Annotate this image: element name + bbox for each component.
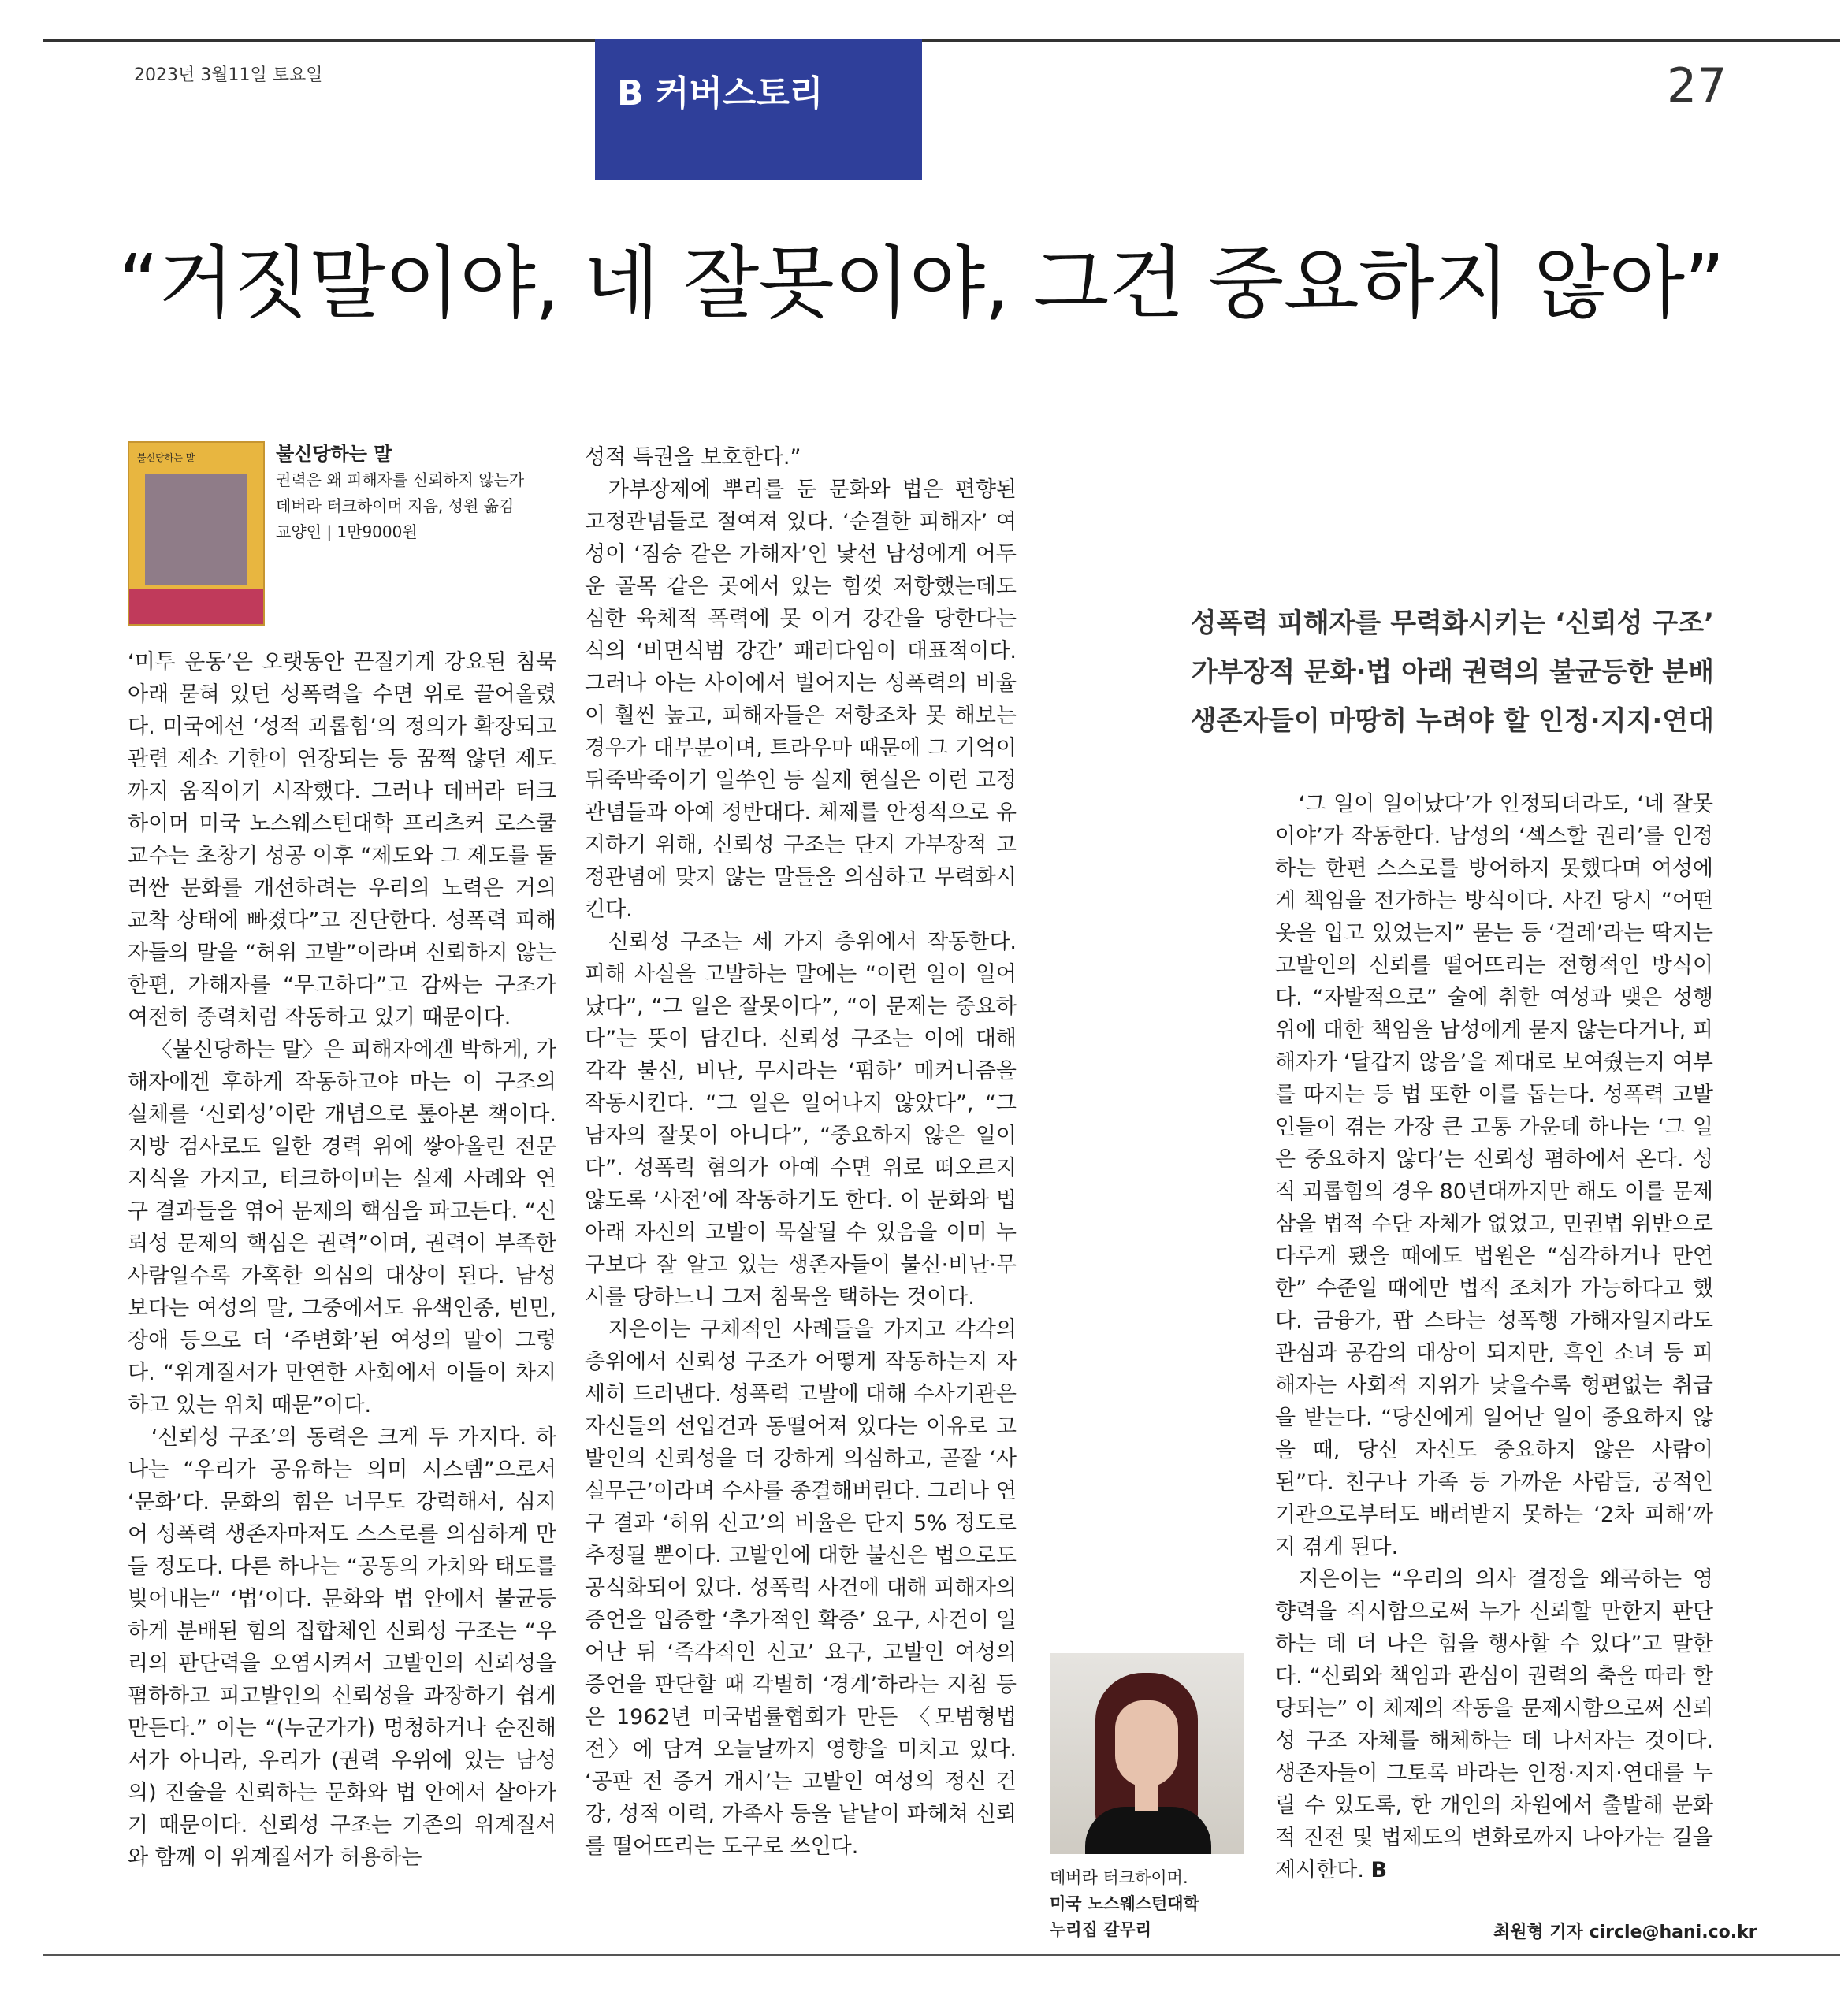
book-cover-art (145, 474, 247, 585)
bottom-rule (43, 1954, 1840, 1956)
issue-date: 2023년 3월11일 토요일 (134, 65, 323, 85)
paragraph (1275, 1563, 1713, 1886)
subhead-line: 가부장적 문화·법 아래 권력의 불균등한 분배 (1191, 656, 1714, 688)
section-tab (595, 39, 922, 180)
subhead-line: 성폭력 피해자를 무력화시키는 ‘신뢰성 구조’ (1190, 608, 1714, 639)
paragraph: ‘미투 운동’은 오랫동안 끈질기게 강요된 침묵 아래 묻혀 있던 성폭력을 수면 위로 끌어올렸다. 미국에선 ‘성적 괴롭힘’의 정의가 확장되고 관련 제소 기한이 연장되는 등 꿈쩍 않던 제도까지 움직이기 시작했다. 그러나 데버라 터크하이머 미국 노스웨스턴대학 프리츠커 로스쿨 교수는 초창기 성공 이후 “제도와 그 제도를 둘러싼 문화를 개선하려는 우리의 노력은 거의 교착 상태에 빠졌다”고 진단한다. 성폭력 피해자들의 말을 “허위 고발”이라며 신뢰하지 않는 한편, 가해자를 “무고하다”고 감싸는 구조가 여전히 중력처럼 작동하고 있기 때문이다. (128, 650, 556, 1030)
photo-face (1115, 1700, 1178, 1787)
top-rule (43, 39, 1840, 42)
page-number: 27 (1667, 58, 1727, 113)
article-column-3 (1275, 788, 1713, 1886)
book-authors: 데버라 터크하이머 지음, 성원 옮김 (276, 496, 515, 515)
end-mark-icon: B (1370, 1858, 1388, 1882)
byline: 최원형 기자 circle@hani.co.kr (1493, 1923, 1757, 1942)
book-cover-image (128, 441, 265, 626)
paragraph: 〈불신당하는 말〉은 피해자에겐 박하게, 가해자에겐 후하게 작동하고야 마는 이 구조의 실체를 ‘신뢰성’이란 개념으로 톺아본 책이다. 지방 검사로도 일한 경력 위에 쌓아올린 전문 지식을 가지고, 터크하이머는 실제 사례와 연구 결과들을 엮어 문제의 핵심을 파고든다. “신뢰성 문제의 핵심은 권력”이며, 권력이 부족한 사람일수록 가혹한 의심의 대상이 된다. 남성보다는 여성의 말, 그중에서도 유색인종, 빈민, 장애 등으로 더 ‘주변화’된 여성의 말이 그렇다. “위계질서가 만연한 사회에서 이들이 차지하고 있는 위치 때문”이다. (128, 1038, 556, 1418)
paragraph: ‘신뢰성 구조’의 동력은 크게 두 가지다. 하나는 “우리가 공유하는 의미 시스템”으로서 ‘문화’다. 문화의 힘은 너무도 강력해서, 심지어 성폭력 생존자마저도 스스로를 의심하게 만들 정도다. 다른 하나는 “공동의 가치와 태도를 빚어내는” ‘법’이다. 문화와 법 안에서 불균등하게 분배된 힘의 집합체인 신뢰성 구조는 “우리의 판단력을 오염시켜서 고발인의 신뢰성을 폄하하고 피고발인의 신뢰성을 과장하기 쉽게 만든다.” 이는 “(누군가가) 멍청하거나 순진해서가 아니라, 우리가 (권력 우위에 있는 남성의) 진술을 신뢰하는 문화와 법 안에서 살아가기 때문이다. 신뢰성 구조는 기존의 위계질서와 함께 이 위계질서가 허용하는 (128, 1425, 556, 1870)
book-cover-stripe (129, 589, 263, 624)
article-column-2 (585, 441, 1017, 1863)
photo-neck (1135, 1783, 1158, 1811)
book-title: 불신당하는 말 (276, 443, 392, 465)
section-label: B 커버스토리 (617, 73, 824, 113)
article-column-1 (128, 646, 556, 1874)
book-publisher: 교양인 | 1만9000원 (276, 522, 418, 541)
paragraph: 신뢰성 구조는 세 가지 층위에서 작동한다. 피해 사실을 고발하는 말에는 “이런 일이 일어났다”, “그 일은 잘못이다”, “이 문제는 중요하다”는 뜻이 담긴다. 신뢰성 구조는 이에 대해 각각 불신, 비난, 무시라는 ‘폄하’ 메커니즘을 작동시킨다. “그 일은 일어나지 않았다”, “그 남자의 잘못이 아니다”, “중요하지 않은 일이다”. 성폭력 혐의가 아예 수면 위로 떠오르지 않도록 ‘사전’에 작동하기도 한다. 이 문화와 법 아래 자신의 고발이 묵살될 수 있음을 이미 누구보다 잘 알고 있는 생존자들이 불신·비난·무시를 당하느니 그저 침묵을 택하는 것이다. (585, 930, 1017, 1310)
photo-caption (1050, 1865, 1247, 1943)
paragraph: ‘그 일이 일어났다’가 인정되더라도, ‘네 잘못이야’가 작동한다. 남성의 ‘섹스할 권리’를 인정하는 한편 스스로를 방어하지 못했다며 여성에게 책임을 전가하는 방식이다. 사건 당시 “어떤 옷을 입고 있었는지” 묻는 등 ‘걸레’라는 딱지는 고발인의 신뢰를 떨어뜨리는 전형적인 방식이다. “자발적으로” 술에 취한 여성과 맺은 성행위에 대한 책임을 남성에게 묻지 않는다거나, 피해자가 ‘달갑지 않음’을 제대로 보여줬는지 여부를 따지는 등 법 또한 이를 돕는다. 성폭력 고발인들이 겪는 가장 큰 고통 가운데 하나는 ‘그 일은 중요하지 않다’는 신뢰성 폄하에서 온다. 성적 괴롭힘의 경우 80년대까지만 해도 이를 문제 삼을 법적 수단 자체가 없었고, 민권법 위반으로 다루게 됐을 때에도 법원은 “심각하거나 만연한” 수준일 때에만 법적 조처가 가능하다고 했다. 금융가, 팝 스타는 성폭행 가해자일지라도 관심과 공감의 대상이 되지만, 흑인 소녀 등 피해자는 사회적 지위가 낮을수록 형편없는 취급을 받는다. “당신에게 일어난 일이 중요하지 않을 때, 당신 자신도 중요하지 않은 사람이 된”다. 친구나 가족 등 가까운 사람들, 공적인 기관으로부터도 배려받지 못하는 ‘2차 피해’까지 겪게 된다. (1275, 792, 1713, 1559)
paragraph: 성적 특권을 보호한다.” (585, 445, 801, 470)
book-cover-title: 불신당하는 말 (137, 452, 195, 463)
subhead-line: 생존자들이 마땅히 누려야 할 인정·지지·연대 (1190, 705, 1714, 737)
caption-line: 데버라 터크하이머. (1050, 1868, 1188, 1887)
caption-line: 미국 노스웨스턴대학 (1050, 1894, 1199, 1913)
headline: “거짓말이야, 네 잘못이야, 그건 중요하지 않아” (118, 237, 1724, 329)
paragraph: 지은이는 구체적인 사례들을 가지고 각각의 층위에서 신뢰성 구조가 어떻게 작동하는지 자세히 드러낸다. 성폭력 고발에 대해 수사기관은 자신들의 선입견과 동떨어져 있다는 이유로 고발인의 신뢰성을 더 강하게 의심하고, 곧잘 ‘사실무근’이라며 수사를 종결해버린다. 그러나 연구 결과 ‘허위 신고’의 비율은 단지 5% 정도로 추정될 뿐이다. 고발인에 대한 불신은 법으로도 공식화되어 있다. 성폭력 사건에 대해 피해자의 증언을 입증할 ‘추가적인 확증’ 요구, 사건이 일어난 뒤 ‘즉각적인 신고’ 요구, 고발인 여성의 증언을 판단할 때 각별히 ‘경계’하라는 지침 등은 1962년 미국법률협회가 만든 〈모범형법전〉에 담겨 오늘날까지 영향을 미치고 있다. ‘공판 전 증거 개시’는 고발인 여성의 정신 건강, 성적 이력, 가족사 등을 낱낱이 파헤쳐 신뢰를 떨어뜨리는 도구로 쓰인다. (585, 1317, 1017, 1859)
photo-body (1085, 1807, 1211, 1854)
author-photo (1050, 1653, 1244, 1854)
book-subtitle: 권력은 왜 피해자를 신뢰하지 않는가 (276, 470, 525, 489)
caption-line: 누리집 갈무리 (1050, 1920, 1152, 1939)
paragraph-text: 지은이는 “우리의 의사 결정을 왜곡하는 영향력을 직시함으로써 누가 신뢰할 만한지 판단하는 데 더 나은 힘을 행사할 수 있다”고 말한다. “신뢰와 책임과 관심이 권력의 축을 따라 할당되는” 이 체제의 작동을 문제시함으로써 신뢰성 구조 자체를 해체하는 데 나서자는 것이다. 생존자들이 그토록 바라는 인정·지지·연대를 누릴 수 있도록, 한 개인의 차원에서 출발해 문화적 진전 및 법제도의 변화로까지 나아가는 길을 제시한다. (1275, 1567, 1713, 1882)
subheadline (1095, 599, 1714, 745)
paragraph: 가부장제에 뿌리를 둔 문화와 법은 편향된 고정관념들로 절여져 있다. ‘순결한 피해자’ 여성이 ‘짐승 같은 가해자’인 낯선 남성에게 어두운 골목 같은 곳에서 있는 힘껏 저항했는데도 심한 육체적 폭력에 못 이겨 강간을 당한다는 식의 ‘비면식범 강간’ 패러다임이 대표적이다. 그러나 아는 사이에서 벌어지는 성폭력의 비율이 훨씬 높고, 피해자들은 저항조차 못 해보는 경우가 대부분이며, 트라우마 때문에 그 기억이 뒤죽박죽이기 일쑤인 등 실제 현실은 이런 고정관념들과 아예 정반대다. 체제를 안정적으로 유지하기 위해, 신뢰성 구조는 단지 가부장적 고정관념에 맞지 않는 말들을 의심하고 무력화시킨다. (585, 477, 1017, 922)
book-info (276, 441, 560, 545)
